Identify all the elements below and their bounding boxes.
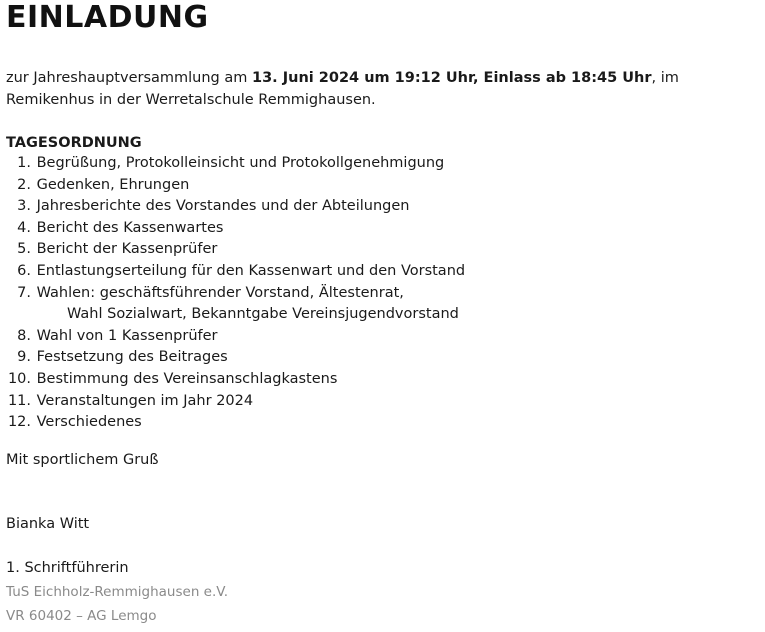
agenda-item (6, 175, 465, 197)
intro-suffix: , im Remikenhus in der Werretalschule Remmighausen. (6, 70, 679, 108)
organization-name: TuS Eichholz-Remmighausen e.V. (6, 584, 229, 600)
association-register: VR 60402 – AG Lemgo (6, 608, 157, 624)
agenda-item-text: Bestimmung des Vereinsanschlagkastens (36, 370, 338, 387)
agenda-item (6, 391, 465, 413)
agenda-item-text: Gedenken, Ehrungen (36, 176, 190, 193)
agenda-item (6, 218, 465, 240)
agenda-item (6, 196, 465, 218)
invitation-document (6, 0, 758, 624)
agenda-item-text: Wahl von 1 Kassenprüfer (36, 327, 218, 344)
agenda-item (6, 412, 465, 434)
agenda-item-continuation-text: Wahl Sozialwart, Bekanntgabe Vereinsjugendvorstand (67, 306, 459, 323)
document-title: EINLADUNG (6, 0, 209, 35)
agenda-item (6, 347, 465, 369)
meeting-date-time: 13. Juni 2024 um 19:12 Uhr, Einlass ab 18:45 Uhr (252, 70, 652, 86)
agenda-item-text: Begrüßung, Protokolleinsicht und Protokollgenehmigung (36, 155, 445, 171)
agenda-heading: TAGESORDNUNG (6, 135, 142, 151)
agenda-item (6, 326, 465, 348)
agenda-item-continuation (6, 304, 465, 326)
agenda-item (6, 261, 465, 283)
agenda-item-number: 11. (7, 392, 31, 409)
agenda-item-text: Entlastungserteilung für den Kassenwart und den Vorstand (36, 262, 466, 279)
agenda-item-number: 8. (17, 327, 31, 344)
agenda-item-text: Bericht der Kassenprüfer (36, 241, 218, 258)
agenda-item (6, 283, 465, 305)
agenda-item (6, 239, 465, 261)
agenda-item-text: Wahlen: geschäftsführender Vorstand, Ältestenrat, (36, 284, 404, 301)
agenda-item-number: 5. (17, 241, 31, 258)
agenda-item-number: 10. (7, 370, 31, 387)
closing-greeting: Mit sportlichem Gruß (6, 452, 159, 468)
agenda-item-text: Verschiedenes (36, 414, 142, 431)
agenda-item (6, 153, 465, 175)
agenda-item-number: 1. (17, 155, 31, 171)
agenda-item-text: Bericht des Kassenwartes (36, 219, 224, 236)
agenda-item-text: Veranstaltungen im Jahr 2024 (36, 392, 254, 409)
signer-name: Bianka Witt (6, 516, 90, 532)
agenda-item-number: 7. (17, 284, 31, 301)
agenda-item-number: 12. (7, 414, 31, 431)
agenda-item-number: 9. (17, 349, 31, 366)
agenda-item-text: Festsetzung des Beitrages (36, 349, 228, 366)
agenda-item (6, 369, 465, 391)
agenda-item-text: Jahresberichte des Vorstandes und der Abteilungen (36, 198, 410, 215)
agenda-list (6, 153, 465, 434)
agenda-item-number: 4. (17, 219, 31, 236)
intro-prefix: zur Jahreshauptversammlung am (6, 70, 252, 86)
signer-role: 1. Schriftführerin (6, 560, 129, 576)
agenda-item-number: 6. (17, 262, 31, 279)
agenda-item-number: 2. (17, 176, 31, 193)
agenda-item-number: 3. (17, 198, 31, 215)
intro-paragraph (6, 67, 746, 111)
